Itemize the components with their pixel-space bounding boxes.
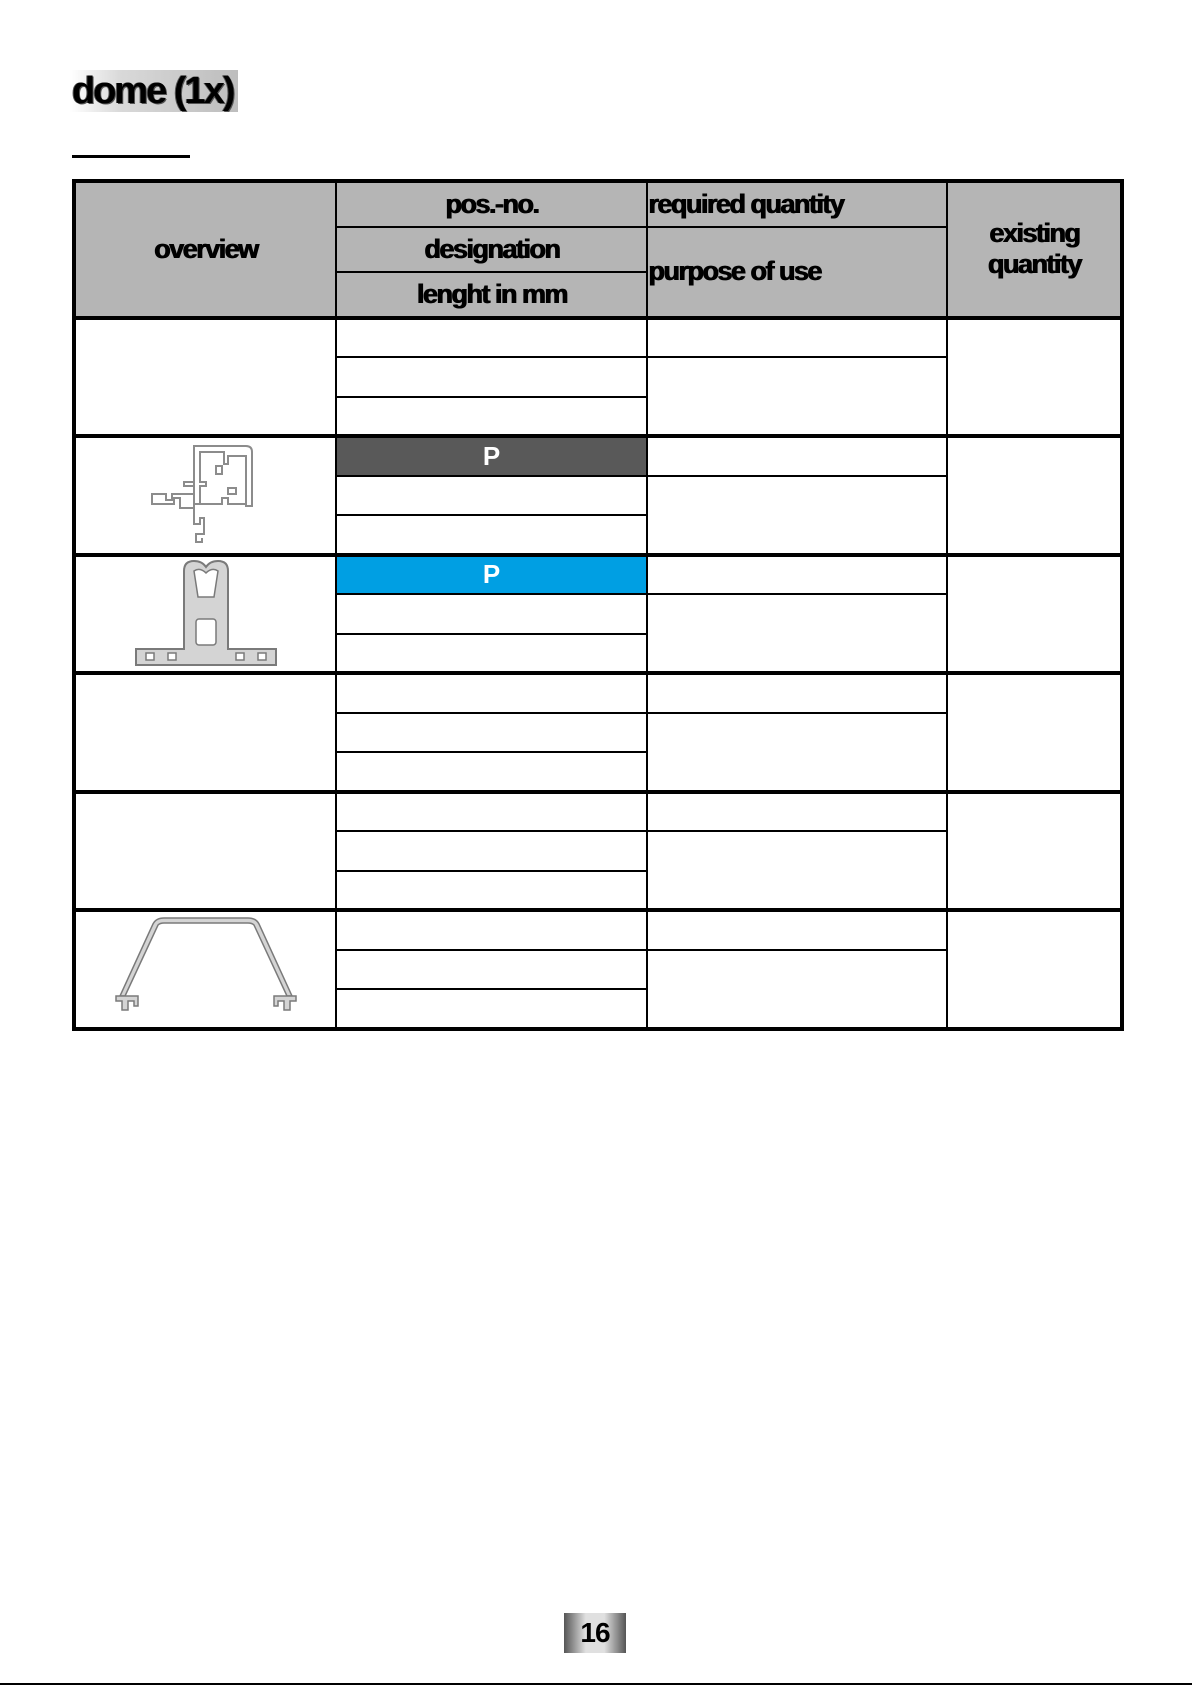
length-cell (336, 515, 647, 555)
pos-no-cell (336, 318, 647, 358)
overview-cell (74, 673, 336, 792)
purpose-of-use-cell (647, 476, 947, 555)
required-quantity-cell (647, 318, 947, 358)
required-quantity-cell (647, 792, 947, 832)
overview-cell (74, 436, 336, 555)
existing-quantity-cell (947, 792, 1122, 911)
header-required-quantity: required quantity (647, 181, 947, 227)
required-quantity-cell (647, 555, 947, 595)
existing-quantity-cell (947, 910, 1122, 1029)
corner-profile-icon (76, 438, 338, 556)
t-profile-icon (76, 557, 338, 675)
purpose-of-use-cell (647, 950, 947, 1029)
overview-cell (74, 555, 336, 674)
overview-cell (74, 792, 336, 911)
purpose-of-use-cell (647, 713, 947, 792)
header-length: lenght in mm (336, 272, 647, 318)
header-existing-quantity: existing quantity (947, 181, 1122, 318)
length-cell (336, 871, 647, 911)
designation-cell (336, 357, 647, 397)
header-overview: overview (74, 181, 336, 318)
length-cell (336, 397, 647, 437)
designation-cell (336, 831, 647, 871)
required-quantity-cell (647, 436, 947, 476)
title-underline (72, 155, 190, 158)
trapezoid-profile-icon (76, 912, 338, 1030)
pos-no-cell (336, 910, 647, 950)
required-quantity-cell (647, 910, 947, 950)
existing-quantity-cell (947, 555, 1122, 674)
header-pos-no: pos.-no. (336, 181, 647, 227)
pos-no-cell (336, 792, 647, 832)
header-designation: designation (336, 227, 647, 273)
length-cell (336, 752, 647, 792)
existing-quantity-cell (947, 318, 1122, 437)
parts-table (72, 179, 1124, 1031)
header-purpose-of-use: purpose of use (647, 227, 947, 318)
designation-cell (336, 594, 647, 634)
page-number: 16 (564, 1613, 626, 1653)
designation-cell (336, 950, 647, 990)
existing-quantity-cell (947, 673, 1122, 792)
length-cell (336, 634, 647, 674)
purpose-of-use-cell (647, 594, 947, 673)
pos-no-cell (336, 673, 647, 713)
designation-cell (336, 476, 647, 516)
pos-no-cell: P (336, 436, 647, 476)
overview-cell (74, 910, 336, 1029)
required-quantity-cell (647, 673, 947, 713)
purpose-of-use-cell (647, 357, 947, 436)
overview-cell (74, 318, 336, 437)
pos-no-cell: P (336, 555, 647, 595)
length-cell (336, 989, 647, 1029)
designation-cell (336, 713, 647, 753)
existing-quantity-cell (947, 436, 1122, 555)
page-title: dome (1x) (70, 70, 238, 112)
purpose-of-use-cell (647, 831, 947, 910)
